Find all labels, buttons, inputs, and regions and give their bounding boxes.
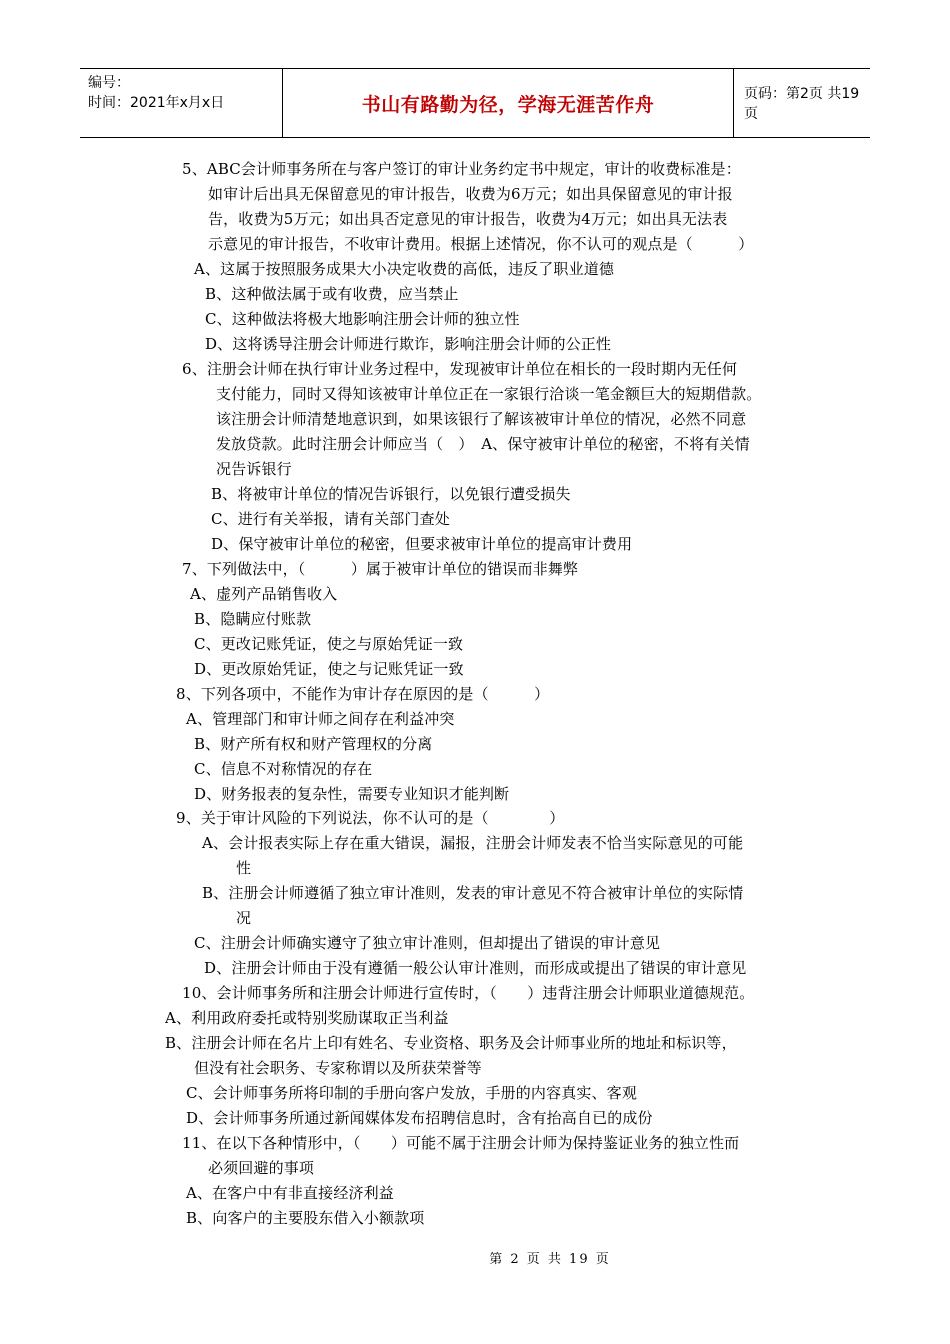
q9-option-a-line-1: A、会计报表实际上存在重大错误，漏报，注册会计师发表不恰当实际意见的可能 bbox=[202, 834, 744, 852]
header-left-cell bbox=[80, 69, 282, 137]
q9-option-c: C、注册会计师确实遵守了独立审计准则，但却提出了错误的审计意见 bbox=[194, 934, 661, 952]
q11-stem-line-1: 11、在以下各种情形中，（ ）可能不属于注册会计师为保持鉴证业务的独立性而 bbox=[182, 1134, 740, 1152]
q6-stem-line-2: 支付能力，同时又得知该被审计单位正在一家银行洽谈一笔金额巨大的短期借款。 bbox=[216, 385, 762, 403]
document-date-label: 时间：2021年x月x日 bbox=[88, 95, 225, 111]
q9-stem: 9、关于审计风险的下列说法，你不认可的是（ ） bbox=[176, 809, 565, 827]
footer-page-number: 第 2 页 共 19 页 bbox=[489, 1252, 611, 1267]
q6-stem-line-4: 发放贷款。此时注册会计师应当（ ） A、保守被审计单位的秘密，不将有关情 bbox=[216, 435, 750, 453]
q7-option-c: C、更改记账凭证，使之与原始凭证一致 bbox=[194, 635, 464, 653]
q10-option-d: D、会计师事务所通过新闻媒体发布招聘信息时，含有抬高自已的成份 bbox=[186, 1109, 653, 1127]
q5-option-a: A、这属于按照服务成果大小决定收费的高低，违反了职业道德 bbox=[194, 260, 615, 278]
q6-option-d: D、保守被审计单位的秘密，但要求被审计单位的提高审计费用 bbox=[211, 535, 633, 553]
q6-stem-line-1: 6、注册会计师在执行审计业务过程中，发现被审计单位在相长的一段时期内无任何 bbox=[182, 360, 738, 378]
page-footer bbox=[0, 1248, 950, 1267]
header-slogan-cell bbox=[282, 69, 734, 137]
q7-option-d: D、更改原始凭证，使之与记账凭证一致 bbox=[194, 660, 464, 678]
q11-option-a: A、在客户中有非直接经济利益 bbox=[186, 1184, 394, 1202]
q10-option-c: C、会计师事务所将印制的手册向客户发放，手册的内容真实、客观 bbox=[186, 1084, 637, 1102]
q5-option-c: C、这种做法将极大地影响注册会计师的独立性 bbox=[205, 310, 520, 328]
document-code-label: 编号： bbox=[88, 75, 130, 91]
q9-option-b-line-2: 况 bbox=[236, 909, 252, 927]
q10-option-b-line-1: B、注册会计师在名片上印有姓名、专业资格、职务及会计师事业所的地址和标识等， bbox=[165, 1034, 737, 1052]
q7-option-b: B、隐瞒应付账款 bbox=[194, 610, 312, 628]
q10-option-b-line-2: 但没有社会职务、专家称谓以及所获荣誉等 bbox=[194, 1059, 482, 1077]
q8-option-c: C、信息不对称情况的存在 bbox=[194, 760, 373, 778]
q5-stem-line-2: 如审计后出具无保留意见的审计报告，收费为6万元；如出具保留意见的审计报 bbox=[208, 185, 733, 203]
q5-stem-line-1: 5、ABC会计师事务所在与客户签订的审计业务约定书中规定，审计的收费标准是： bbox=[182, 160, 741, 178]
q6-option-b: B、将被审计单位的情况告诉银行，以免银行遭受损失 bbox=[211, 485, 571, 503]
q6-stem-line-3: 该注册会计师清楚地意识到，如果该银行了解该被审计单位的情况，必然不同意 bbox=[216, 410, 747, 428]
q5-option-b: B、这种做法属于或有收费，应当禁止 bbox=[205, 285, 459, 303]
q5-option-d: D、这将诱导注册会计师进行欺诈，影响注册会计师的公正性 bbox=[205, 335, 612, 353]
header-page-info: 页码：第2页 共19页 bbox=[744, 86, 860, 122]
q10-option-a: A、利用政府委托或特别奖励谋取正当利益 bbox=[165, 1009, 449, 1027]
q9-option-b-line-1: B、注册会计师遵循了独立审计准则，发表的审计意见不符合被审计单位的实际情 bbox=[202, 884, 744, 902]
q8-option-a: A、管理部门和审计师之间存在利益冲突 bbox=[186, 710, 455, 728]
q5-stem-line-4: 示意见的审计报告，不收审计费用。根据上述情况，你不认可的观点是（ ） bbox=[208, 235, 754, 253]
q6-stem-line-5: 况告诉银行 bbox=[216, 460, 292, 478]
page-header bbox=[80, 68, 870, 138]
q5-stem-line-3: 告，收费为5万元；如出具否定意见的审计报告，收费为4万元；如出具无法表 bbox=[208, 210, 728, 228]
q7-stem: 7、下列做法中，（ ）属于被审计单位的错误而非舞弊 bbox=[182, 560, 579, 578]
q8-option-b: B、财产所有权和财产管理权的分离 bbox=[194, 735, 433, 753]
q7-option-a: A、虚列产品销售收入 bbox=[190, 585, 338, 603]
q6-option-c: C、进行有关举报，请有关部门查处 bbox=[211, 510, 450, 528]
q11-option-b: B、向客户的主要股东借入小额款项 bbox=[186, 1209, 425, 1227]
header-slogan: 书山有路勤为径，学海无涯苦作舟 bbox=[361, 93, 655, 116]
q8-stem: 8、下列各项中，不能作为审计存在原因的是（ ） bbox=[176, 685, 550, 703]
q11-stem-line-2: 必须回避的事项 bbox=[208, 1159, 315, 1177]
q9-option-a-line-2: 性 bbox=[236, 859, 252, 877]
q8-option-d: D、财务报表的复杂性，需要专业知识才能判断 bbox=[194, 785, 510, 803]
q9-option-d: D、注册会计师由于没有遵循一般公认审计准则，而形成或提出了错误的审计意见 bbox=[204, 959, 747, 977]
q10-stem: 10、会计师事务所和注册会计师进行宣传时，（ ）违背注册会计师职业道德规范。 bbox=[182, 984, 755, 1002]
